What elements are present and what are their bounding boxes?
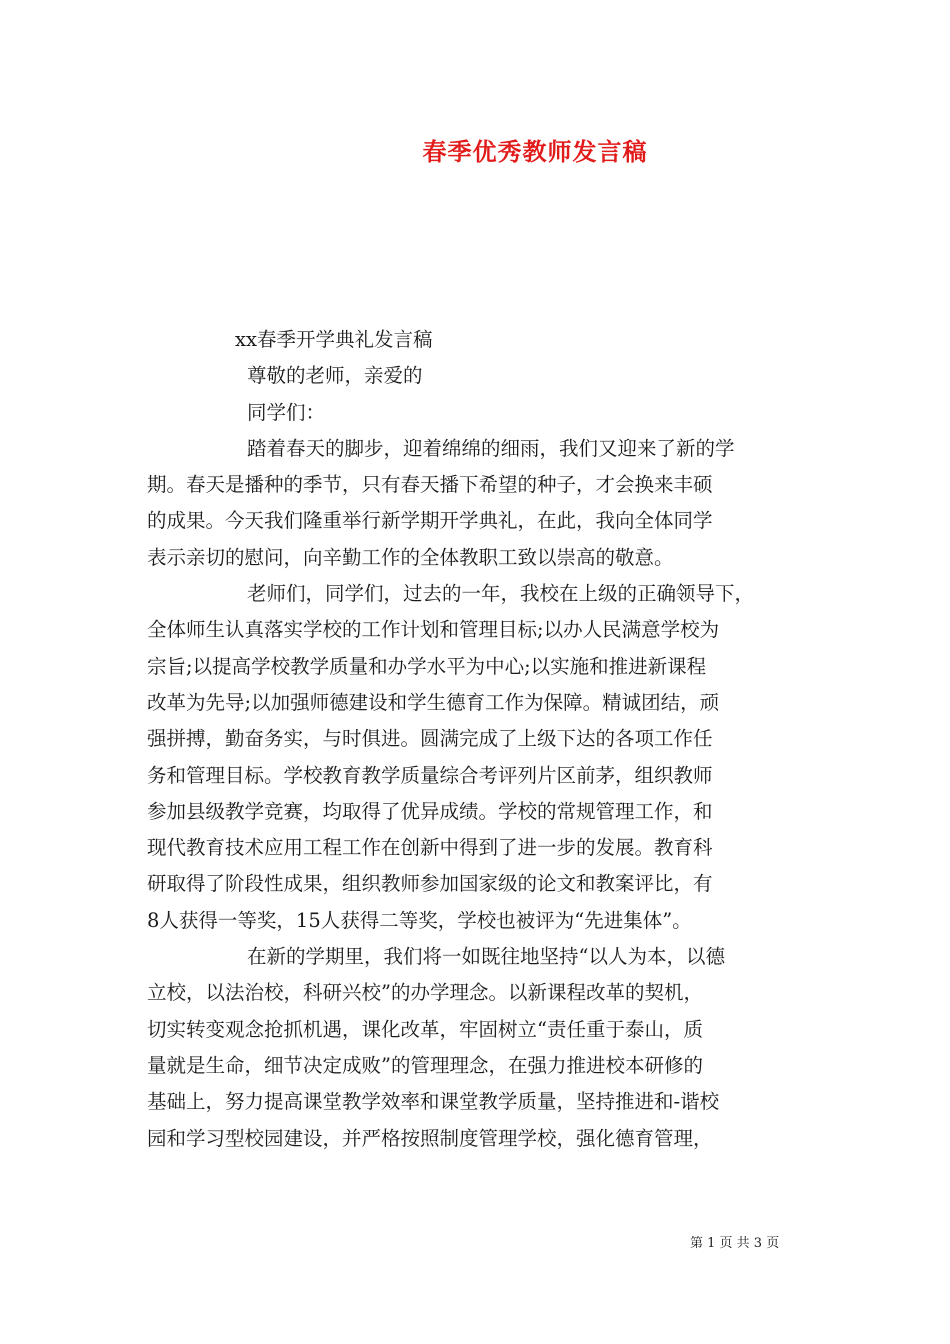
paragraph-2-line: 老师们，同学们，过去的一年，我校在上级的正确领导下， — [247, 582, 755, 606]
page-number-footer: 第 1 页 共 3 页 — [690, 1236, 780, 1251]
document-subtitle: xx春季开学典礼发言稿 — [235, 328, 433, 351]
paragraph-2-line: 参加县级教学竞赛，均取得了优异成绩。学校的常规管理工作，和 — [147, 799, 713, 823]
paragraph-3-line: 园和学习型校园建设，并严格按照制度管理学校，强化德育管理， — [147, 1126, 713, 1150]
paragraph-2-line: 宗旨;以提高学校教学质量和办学水平为中心;以实施和推进新课程 — [147, 654, 707, 678]
paragraph-2-line: 强拼搏，勤奋务实，与时俱进。圆满完成了上级下达的各项工作任 — [147, 727, 713, 751]
paragraph-2-line: 现代教育技术应用工程工作在创新中得到了进一步的发展。教育科 — [147, 836, 713, 860]
paragraph-3-line: 量就是生命，细节决定成败”的管理理念，在强力推进校本研修的 — [147, 1053, 703, 1077]
paragraph-3-line: 在新的学期里，我们将一如既往地坚持“以人为本，以德 — [247, 945, 725, 969]
salutation-line-1: 尊敬的老师，亲爱的 — [247, 364, 423, 388]
salutation-line-2: 同学们： — [247, 400, 326, 424]
document-body — [147, 322, 812, 1157]
paragraph-3-line: 切实转变观念抢抓机遇，课化改革，牢固树立“责任重于泰山，质 — [147, 1017, 703, 1041]
paragraph-3-line: 基础上，努力提高课堂教学效率和课堂教学质量，坚持推进和-谐校 — [147, 1090, 720, 1114]
paragraph-1-line: 踏着春天的脚步，迎着绵绵的细雨，我们又迎来了新的学 — [247, 436, 735, 460]
paragraph-2-line: 改革为先导;以加强师德建设和学生德育工作为保障。精诚团结，顽 — [147, 690, 720, 714]
paragraph-2-line: 8人获得一等奖，15人获得二等奖，学校也被评为“先进集体”。 — [147, 908, 692, 932]
paragraph-1-line: 期。春天是播种的季节，只有春天播下希望的种子，才会换来丰硕 — [147, 473, 713, 497]
paragraph-2-line: 研取得了阶段性成果，组织教师参加国家级的论文和教案评比，有 — [147, 872, 713, 896]
document-title: 春季优秀教师发言稿 — [422, 137, 648, 166]
paragraph-1-line: 的成果。今天我们隆重举行新学期开学典礼，在此，我向全体同学 — [147, 509, 713, 533]
paragraph-2-line: 全体师生认真落实学校的工作计划和管理目标;以办人民满意学校为 — [147, 618, 720, 642]
paragraph-2-line: 务和管理目标。学校教育教学质量综合考评列片区前茅，组织教师 — [147, 763, 713, 787]
paragraph-3-line: 立校，以法治校，科研兴校”的办学理念。以新课程改革的契机， — [147, 981, 703, 1005]
paragraph-1-line: 表示亲切的慰问，向辛勤工作的全体教职工致以崇高的敬意。 — [147, 545, 674, 569]
